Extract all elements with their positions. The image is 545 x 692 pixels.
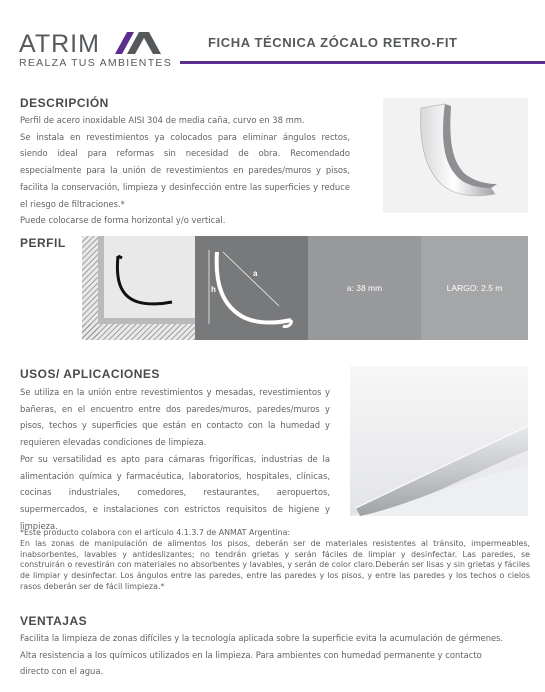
profile-dimension-view: [195, 236, 308, 340]
profile-installation-view: [82, 236, 195, 340]
ventajas-line: Alta resistencia a los químicos utilizados en la limpieza. Para ambientes con humedad permanente y contacto directo con el agua.: [20, 649, 482, 677]
steel-profile-illustration: [383, 98, 528, 213]
brand-logo: [19, 30, 179, 70]
brand-tagline: REALZA TUS AMBIENTES: [19, 57, 173, 69]
anmat-note: [20, 528, 530, 593]
section-heading-perfil: PERFIL: [20, 236, 66, 250]
usos-paragraph: Por su versatilidad es apto para cámaras frigoríficas, industrias de la alimentación química y farmacéutica, laboratorios, hospitales, clínicas, cocinas industriales, comedores, restaurantes, aeropuertos, supermercados, e instalaciones con estrictos requisitos de higiene y limpieza.: [20, 453, 330, 531]
ventajas-line: Facilita la limpieza de zonas difíciles y la tecnología aplicada sobre la superficie evita la acumulación de gérmenes.: [20, 633, 504, 643]
title-divider: [180, 61, 545, 64]
installed-profile-illustration: [350, 366, 528, 516]
brand-name: ATRIM: [19, 30, 100, 58]
dimension-length: LARGO: 2.5 m: [446, 283, 503, 293]
label-h: h: [211, 285, 216, 294]
descripcion-line: Perfil de acero inoxidable AISI 304 de media caña, curvo en 38 mm.: [20, 115, 305, 125]
dimension-length-cell: [421, 236, 528, 340]
section-heading-descripcion: DESCRIPCIÓN: [20, 96, 109, 110]
usos-paragraph: Se utiliza en la unión entre revestimientos y mesadas, revestimientos y bañeras, en el encuentro entre dos paredes/muros, paredes/muros y pisos, techos y superficies que están en contacto con la humedad y requieren elevadas condiciones de limpieza.: [20, 387, 330, 448]
profile-diagram-strip: [82, 236, 528, 340]
label-a: a: [253, 269, 258, 278]
anmat-note-title: *Este producto colabora con el artículo 4.1.3.7 de ANMAT Argentina:: [20, 528, 291, 537]
descripcion-text: [20, 112, 350, 229]
product-photo-installed: [350, 366, 528, 516]
dimension-a-cell: [308, 236, 421, 340]
product-photo-profile: [383, 98, 528, 213]
section-heading-usos: USOS/ APLICACIONES: [20, 367, 160, 381]
usos-text: [20, 384, 330, 534]
anmat-note-body: En las zonas de manipulación de alimentos los pisos, deberán ser de materiales resistentes al tránsito, impermeables, inabsorbentes, lavables y antideslizantes; no tendrán grietas y serán fáciles de limpiar y desinfectar. Las paredes, se construirán o revestirán con materiales no absorbentes y lavables, y serán de color claro.Deberán ser lisas y sin grietas y fáciles de limpiar y desinfectar. Los ángulos entre las paredes, entre las paredes y los pisos, y entre las paredes y los techos o cielos rasos deberán ser de fácil limpieza.*: [20, 538, 530, 591]
descripcion-line: Puede colocarse de forma horizontal y/o vertical.: [20, 215, 226, 226]
profile-dimension-diagram: [195, 236, 308, 340]
descripcion-line: Se instala en revestimientos ya colocados para eliminar ángulos rectos, siendo ideal para reformas sin necesidad de obra. Recomendado especialmente para la unión de revestimientos en paredes/muros y pisos, facilita la conservación, limpieza y desinfección entre las superficies y reduce el riesgo de filtraciones.*: [20, 131, 350, 209]
brand-mark-icon: [115, 32, 161, 54]
dimension-a: a: 38 mm: [346, 283, 383, 293]
ventajas-text: [20, 630, 525, 680]
installation-section-diagram: [82, 236, 195, 340]
section-heading-ventajas: VENTAJAS: [20, 614, 88, 628]
page-title: FICHA TÉCNICA ZÓCALO RETRO-FIT: [208, 35, 458, 50]
